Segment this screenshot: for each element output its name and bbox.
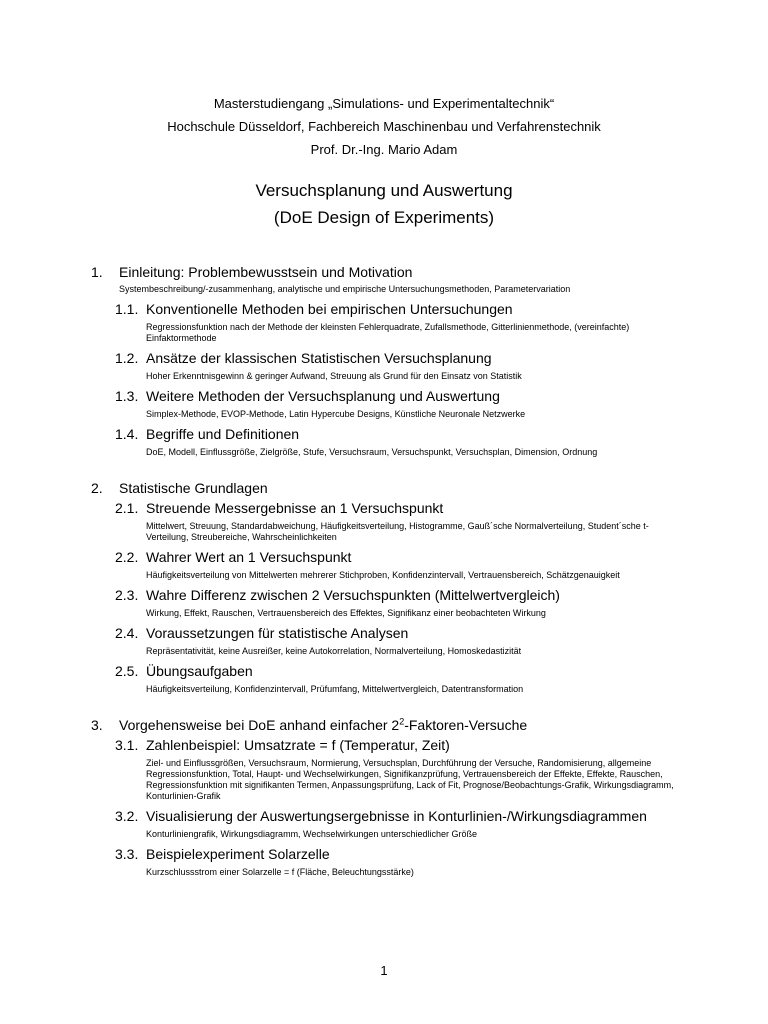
section-title	[0, 386, 768, 406]
university-name: Hochschule Düsseldorf, Fachbereich Maschinenbau und Verfahrenstechnik	[167, 119, 601, 134]
chapter-title-pre: Vorgehensweise bei DoE anhand einfacher 2	[119, 717, 400, 733]
section-title-text: Beispielexperiment Solarzelle	[146, 846, 330, 862]
section-1-4	[0, 424, 768, 458]
chapter-title-post: -Faktoren-Versuche	[404, 717, 528, 733]
section-description: Häufigkeitsverteilung von Mittelwerten mehrerer Stichproben, Konfidenzintervall, Vertrauensbereich, Schätzgenauigkeit	[146, 570, 620, 580]
section-number: 1.2.	[115, 350, 139, 366]
section-description: Konturliniengrafik, Wirkungsdiagramm, Wechselwirkungen unterschiedlicher Größe	[146, 829, 477, 839]
section-title	[0, 348, 768, 368]
section-title-text: Weitere Methoden der Versuchsplanung und Auswertung	[146, 388, 500, 404]
section-title-text: Begriffe und Definitionen	[146, 426, 300, 442]
section-title	[0, 585, 768, 605]
section-number: 3.1.	[115, 737, 139, 753]
section-title	[0, 299, 768, 319]
section-2-1	[0, 498, 768, 543]
section-description: Hoher Erkenntnisgewinn & geringer Aufwand, Streuung als Grund für den Einsatz von Statistik	[146, 371, 522, 381]
section-title-text: Wahrer Wert an 1 Versuchspunkt	[146, 549, 352, 565]
section-2-5	[0, 661, 768, 695]
section-1-1	[0, 299, 768, 344]
section-number: 2.3.	[115, 587, 139, 603]
chapter-title-text	[119, 717, 527, 733]
document-title	[0, 177, 768, 231]
section-title	[0, 735, 768, 755]
section-description: Mittelwert, Streuung, Standardabweichung, Häufigkeitsverteilung, Histogramme, Gauß´sche Normalverteilung, Student´sche t-Verteilung, Streubereiche, Wahrscheinlichkeiten	[146, 521, 649, 542]
title-line-1: Versuchsplanung und Auswertung	[255, 181, 513, 200]
title-line-2: (DoE Design of Experiments)	[273, 208, 495, 227]
section-description: Wirkung, Effekt, Rauschen, Vertrauensbereich des Effektes, Signifikanz einer beobachteten Wirkung	[146, 608, 546, 618]
section-3-2	[0, 806, 768, 840]
chapter-description: Systembeschreibung/-zusammenhang, analytische und empirische Untersuchungsmethoden, Parametervariation	[119, 284, 571, 294]
section-title-text: Wahre Differenz zwischen 2 Versuchspunkten (Mittelwertvergleich)	[146, 587, 560, 603]
course-header	[0, 92, 768, 161]
section-title-text: Voraussetzungen für statistische Analysen	[146, 625, 409, 641]
professor-name: Prof. Dr.-Ing. Mario Adam	[310, 142, 458, 157]
section-title	[0, 498, 768, 518]
section-title-text: Konventionelle Methoden bei empirischen Untersuchungen	[146, 301, 513, 317]
section-title	[0, 806, 768, 826]
table-of-contents	[0, 262, 768, 898]
section-description: DoE, Modell, Einflussgröße, Zielgröße, Stufe, Versuchsraum, Versuchspunkt, Versuchsplan, Dimension, Ordnung	[146, 447, 598, 457]
section-title-text: Ansätze der klassischen Statistischen Versuchsplanung	[146, 350, 492, 366]
section-number: 1.3.	[115, 388, 139, 404]
section-description: Kurzschlussstrom einer Solarzelle = f (Fläche, Beleuchtungsstärke)	[146, 867, 414, 877]
section-title	[0, 547, 768, 567]
section-2-3	[0, 585, 768, 619]
section-2-4	[0, 623, 768, 657]
section-1-3	[0, 386, 768, 420]
chapter-title	[0, 262, 768, 282]
page-number: 1	[380, 963, 388, 978]
exponent: 2	[399, 716, 405, 727]
section-title	[0, 844, 768, 864]
chapter-1	[0, 262, 768, 458]
section-number: 2.2.	[115, 549, 139, 565]
section-description: Häufigkeitsverteilung, Konfidenzintervall, Prüfumfang, Mittelwertvergleich, Datentransformation	[146, 684, 524, 694]
section-description: Simplex-Methode, EVOP-Methode, Latin Hypercube Designs, Künstliche Neuronale Netzwerke	[146, 409, 526, 419]
section-3-3	[0, 844, 768, 878]
chapter-number: 2.	[91, 480, 103, 496]
section-title-text: Zahlenbeispiel: Umsatzrate = f (Temperatur, Zeit)	[146, 737, 450, 753]
section-title	[0, 424, 768, 444]
section-number: 2.4.	[115, 625, 139, 641]
section-number: 1.4.	[115, 426, 139, 442]
chapter-2	[0, 478, 768, 695]
chapter-title	[0, 715, 768, 735]
section-1-2	[0, 348, 768, 382]
chapter-title-text: Statistische Grundlagen	[119, 480, 268, 496]
section-number: 2.1.	[115, 500, 139, 516]
section-2-2	[0, 547, 768, 581]
chapter-title-text: Einleitung: Problembewusstsein und Motivation	[119, 264, 413, 280]
section-number: 3.2.	[115, 808, 139, 824]
section-number: 2.5.	[115, 663, 139, 679]
chapter-number: 3.	[91, 717, 103, 733]
section-title	[0, 661, 768, 681]
section-title-text: Übungsaufgaben	[146, 663, 253, 679]
chapter-3	[0, 715, 768, 878]
section-title-text: Streuende Messergebnisse an 1 Versuchspunkt	[146, 500, 444, 516]
section-number: 1.1.	[115, 301, 139, 317]
section-description: Regressionsfunktion nach der Methode der kleinsten Fehlerquadrate, Zufallsmethode, Gitterlinienmethode, (vereinfachte) Einfaktormethode	[146, 322, 630, 343]
section-3-1	[0, 735, 768, 802]
section-title-text: Visualisierung der Auswertungsergebnisse in Konturlinien-/Wirkungsdiagrammen	[146, 808, 647, 824]
section-title	[0, 623, 768, 643]
program-name: Masterstudiengang „Simulations- und Experimentaltechnik“	[213, 96, 555, 111]
section-number: 3.3.	[115, 846, 139, 862]
chapter-number: 1.	[91, 264, 103, 280]
section-description: Repräsentativität, keine Ausreißer, keine Autokorrelation, Normalverteilung, Homoskedastizität	[146, 646, 522, 656]
section-description: Ziel- und Einflussgrößen, Versuchsraum, Normierung, Versuchsplan, Durchführung der Versuche, Randomisierung, allgemeine Regressionsfunktion, Total, Haupt- und Wechselwirkungen, Signifikanzprüfung, Vertrauensbereich der Effekte, Effekte, Rauschen, Regressionsfunktion mit signifikanten Termen, Anpassungsprüfung, Lack of Fit, Prognose/Beobachtungs-Grafik, Wirkungsdiagramm, Konturlinien-Grafik	[146, 758, 674, 801]
chapter-title	[0, 478, 768, 498]
